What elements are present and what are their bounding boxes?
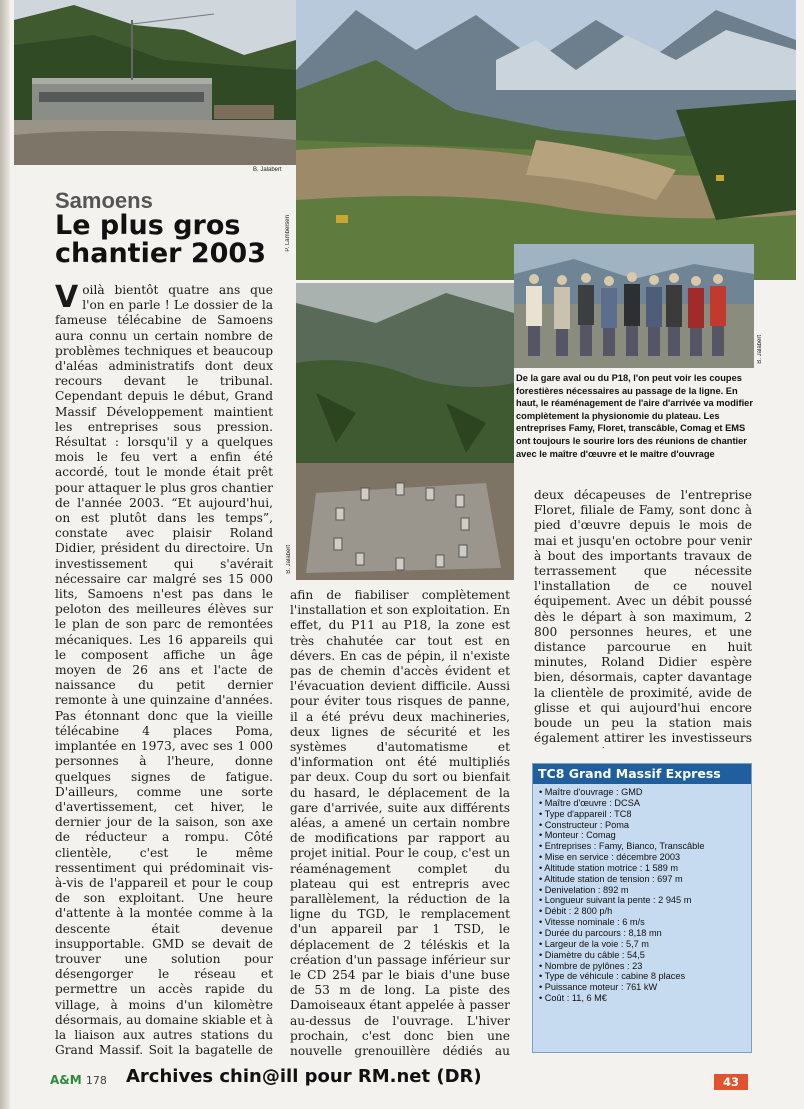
spec-list <box>533 787 751 1004</box>
article-dropcap: V <box>55 283 79 315</box>
spec-item: • Longueur suivant la pente : 2 945 m <box>539 895 692 906</box>
archive-watermark: Archives chin@ill pour RM.net (DR) <box>126 1066 482 1087</box>
spec-item: • Durée du parcours : 8,18 mn <box>539 927 662 938</box>
spec-item: • Maître d'ouvrage : GMD <box>539 787 643 797</box>
spec-item: • Mise en service : décembre 2003 <box>539 852 681 863</box>
article-column-3-text: deux décapeuses de l'entreprise Floret, filiale de Famy, sont donc à pied d'œuvre depuis le mois de mai et jusqu'en octobre pour venir à bout des importants travaux de terrassement que nécessite l'installation de ce nouvel équipement. Avec un débit poussé dès le départ à son maximum, 2 800 personnes heures, et une distance parcourue en huit minutes, Roland Didier espère bien, désormais, capter davantage la clientèle de proximité, avide de glisse et qui aujourd'hui encore boude un peu la station mais également attirer les investisseurs <box>534 488 752 746</box>
spec-item: • Altitude station de tension : 697 m <box>539 873 683 884</box>
magazine-logo <box>50 1073 107 1087</box>
spec-item: • Débit : 2 800 p/h <box>539 906 613 917</box>
spec-box <box>532 763 752 1053</box>
article-kicker: Samoens <box>55 188 153 213</box>
spec-item: • Monteur : Comag <box>539 830 616 841</box>
article-column-1-text: oilà bientôt quatre ans que l'on en parle ! Le dossier de la fameuse télécabine de Samoens aura connu un certain nombre de problèmes techniques et beaucoup d'aléas administratifs dont deux recours devant le tribunal. Cependant depuis le début, Grand Massif Développement maintient les entreprises sous pression. Résultat : lorsqu'il y a quelques mois le feu vert a enfin été accordé, tout le monde était prêt pour attaquer le plus gros chantier de l'année 2003. “Et aujourd'hui, on est plutôt dans les temps”, constate avec plaisir Roland Didier, président du directoire. Un investissement qui s'avérait nécessaire car malgré ses 15 000 lits, Samoens n'est pas dans le peloton des meilleures élèves sur le plan de son parc de remontées mécaniques. Les 16 appareils qui le composent affiche un âge moyen de 26 ans et l'acte de naissance du petit dernier remonte à une quinzaine d'années. Pas étonnant donc que la vieille télécabine 4 places Poma, implantée en 1973, avec ses 1 000 personnes à l'heure, donne quelques signes de fatigue. D'ailleurs, comme une sorte d'avertissement, cet hiver, le dernier jour de la saison, son axe de réducteur a rompu. Côté clientèle, c'est le même ressentiment qui prédominait vis-à-vis de l'appareil et pour le coup de son exploitant. Une heure d'attente à la montée comme à la descente était devenue insupportable. GMD se devait de trouver une solution pour désengorger le réseau et permettre un accès rapide du village, à moins d'un kilomètre désormais, au domaine skiable et à la liaison aux autres stations du Grand Massif. Soit la bagatelle de <box>55 283 273 1058</box>
spec-item: • Denivelation : 892 m <box>539 884 629 895</box>
spec-item: • Nombre de pylônes : 23 <box>539 960 643 971</box>
spec-item: • Largeur de la voie : 5,7 m <box>539 938 649 949</box>
photo-credit-building: B. Jalabert <box>253 167 282 173</box>
magazine-logo-text: A&M <box>50 1073 82 1087</box>
spec-item: • Type de véhicule : cabine 8 places <box>539 971 686 982</box>
spec-item: • Coût : 11, 6 M€ <box>539 993 607 1004</box>
spec-item: • Constructeur : Poma <box>539 819 630 830</box>
page-gutter <box>0 0 10 1109</box>
article-title-line-2: chantier 2003 <box>55 238 267 269</box>
spec-item: • Entreprises : Famy, Bianco, Transcâble <box>539 841 705 852</box>
spec-item: • Puissance moteur : 761 kW <box>539 982 658 993</box>
spec-item: • Maître d'œuvre : DCSA <box>539 797 640 808</box>
spec-item: • Diamètre du câble : 54,5 <box>539 949 645 960</box>
photo-credit-mountain: P. Lambersen <box>285 215 291 252</box>
photo-group <box>514 244 754 368</box>
spec-box-title: TC8 Grand Massif Express <box>533 764 751 784</box>
page-number-left: 178 <box>85 1074 107 1087</box>
article-column-2-text: afin de fiabiliser complètement l'installation et son exploitation. En effet, du P11 au P18, la zone est très chahutée car tout est en dévers. En cas de pépin, il n'existe pas de chemin d'accès évident et l'évacuation devient difficile. Aussi pour éviter tous risques de panne, il a été prévu deux machineries, deux lignes de sécurité et les systèmes d'automatisme et d'information ont été multipliés par deux. Coup du sort ou bienfait du hasard, le déplacement de la gare d'arrivée, suite aux différents aléas, a amené un certain nombre de modifications par rapport au projet initial. Pour le coup, c'est un réaménagement complet du plateau qui est entrepris avec parallèlement, la réduction de la ligne du TGD, le remplacement d'un appareil par 1 TSD, le déplacement de 2 téléskis et la création d'un passage inférieur sur le CD 254 par le biais d'une buse de 53 m de long. La piste des Damoiseaux étant appelée à passer au-dessus de l'ouvrage. L'hiver prochain, c'est donc bien une nouvelle grenouillère dédiés au <box>290 588 510 1058</box>
page-number-right: 43 <box>714 1074 748 1090</box>
spec-item: • Type d'appareil : TC8 <box>539 808 632 819</box>
article-column-2 <box>290 588 510 1058</box>
photo-pylon-base <box>296 283 514 580</box>
spec-item: • Altitude station motrice : 1 589 m <box>539 862 679 873</box>
photo-mountain-site <box>296 0 796 280</box>
article-column-3 <box>534 488 752 748</box>
photo-caption: De la gare aval ou du P18, l'on peut voir les coupes forestières nécessaires au passage de la ligne. En haut, le réaménagement de l'aire d'arrivée va modifier complètement la physionomie du plateau. Les entreprises Famy, Floret, transcâble, Comag et EMS ont toujours le sourire lors des réunions de chantier avec le maître d'œuvre et le maître d'ouvrage <box>516 373 753 459</box>
article-title <box>55 212 295 268</box>
article-column-1 <box>55 283 273 1059</box>
spec-item: • Vitesse nominale : 6 m/s <box>539 917 645 928</box>
photo-credit-group: B. Jalabert <box>757 335 763 364</box>
photo-credit-base: B. Jalabert <box>286 545 292 574</box>
photo-building <box>14 0 296 165</box>
article-title-line-1: Le plus gros <box>55 210 241 241</box>
